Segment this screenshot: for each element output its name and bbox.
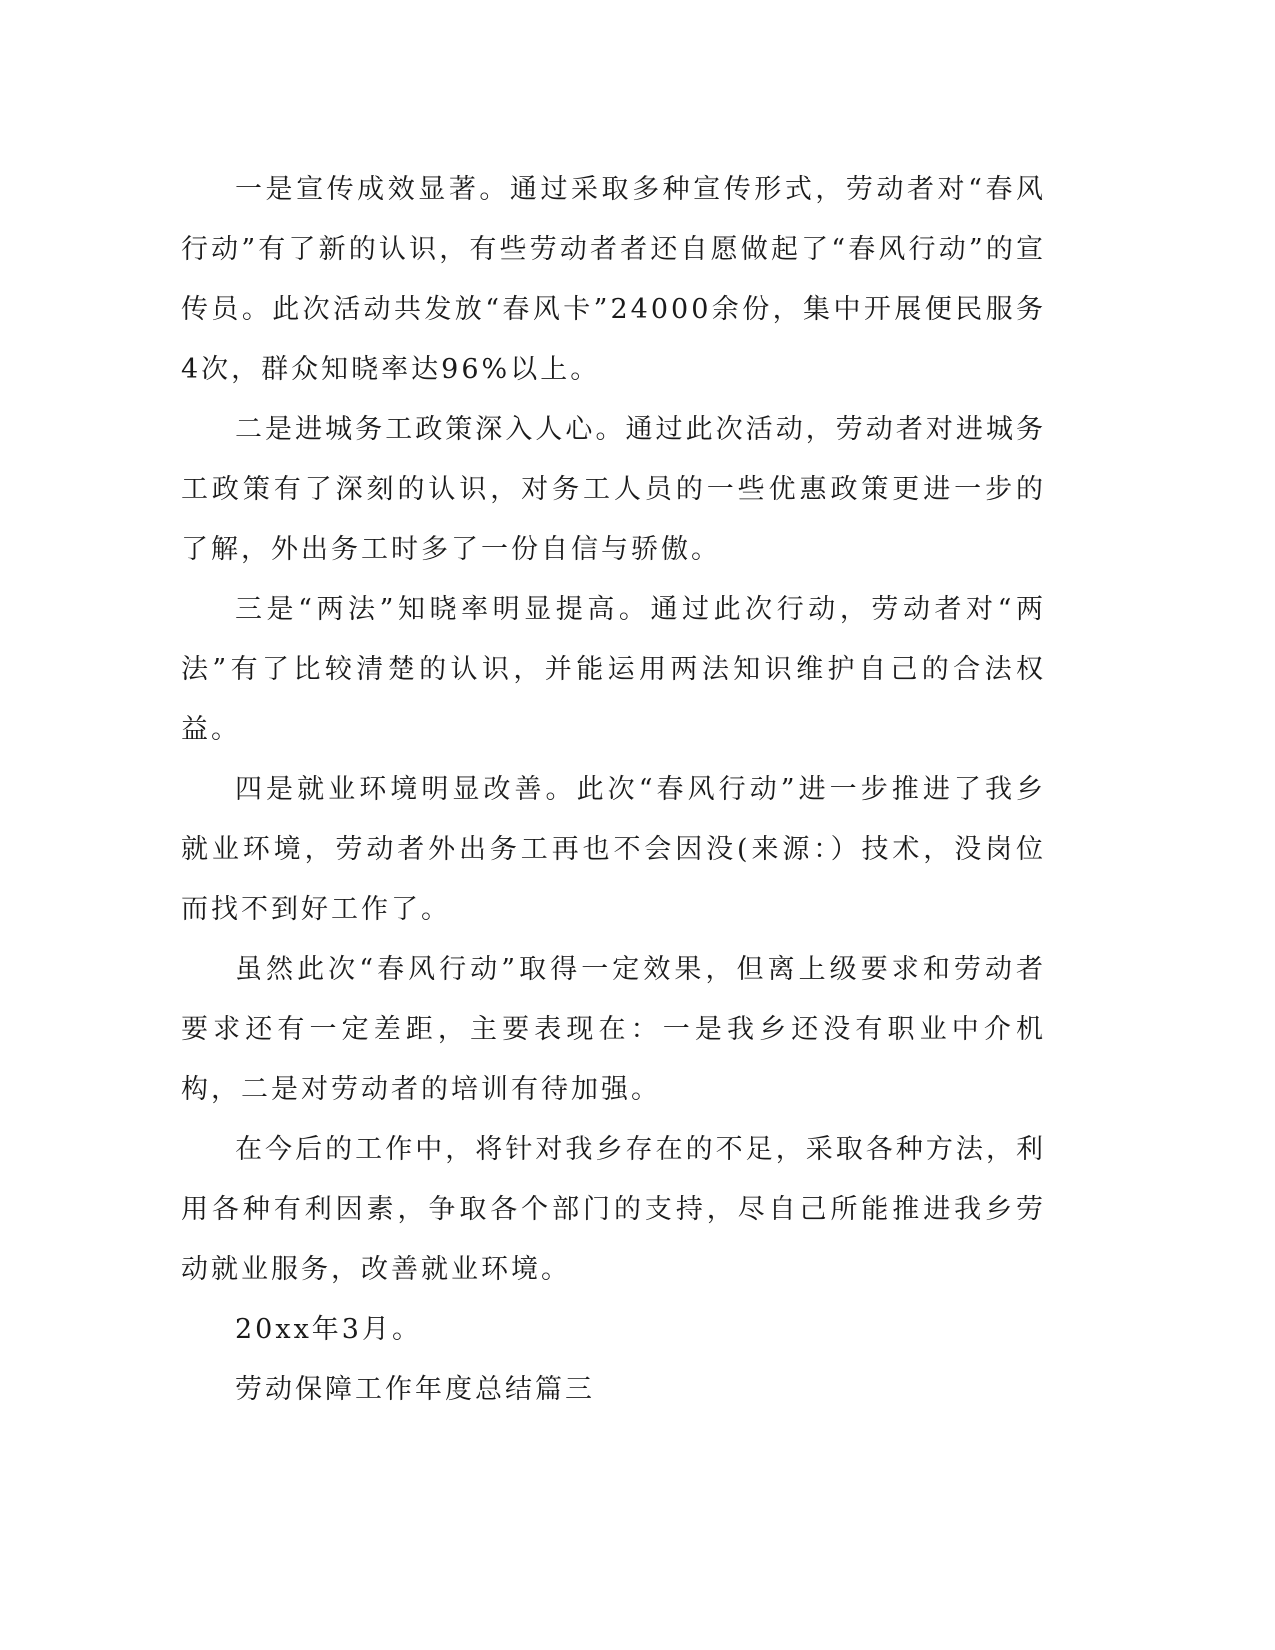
paragraph-results-two-laws: 三是“两法”知晓率明显提高。通过此次行动，劳动者对“两法”有了比较清楚的认识，并能运用两法知识维护自己的合法权益。 <box>181 594 1046 745</box>
document-date: 20xx年3月。 <box>235 1314 422 1345</box>
paragraph-shortcomings: 虽然此次“春风行动”取得一定效果，但离上级要求和劳动者要求还有一定差距，主要表现在：一是我乡还没有职业中介机构，二是对劳动者的培训有待加强。 <box>181 954 1046 1105</box>
paragraph-results-employment: 四是就业环境明显改善。此次“春风行动”进一步推进了我乡就业环境，劳动者外出务工再也不会因没(来源：）技术，没岗位而找不到好工作了。 <box>181 774 1046 925</box>
paragraph-future-work: 在今后的工作中，将针对我乡存在的不足，采取各种方法，利用各种有利因素，争取各个部门的支持，尽自己所能推进我乡劳动就业服务，改善就业环境。 <box>181 1134 1046 1285</box>
paragraph-results-policy: 二是进城务工政策深入人心。通过此次活动，劳动者对进城务工政策有了深刻的认识，对务工人员的一些优惠政策更进一步的了解，外出务工时多了一份自信与骄傲。 <box>181 414 1046 565</box>
section-heading: 劳动保障工作年度总结篇三 <box>235 1374 595 1405</box>
paragraph-results-publicity: 一是宣传成效显著。通过采取多种宣传形式，劳动者对“春风行动”有了新的认识，有些劳动者者还自愿做起了“春风行动”的宣传员。此次活动共发放“春风卡”24000余份，集中开展便民服务4次，群众知晓率达96%以上。 <box>181 174 1046 385</box>
document-body <box>181 160 1046 1420</box>
